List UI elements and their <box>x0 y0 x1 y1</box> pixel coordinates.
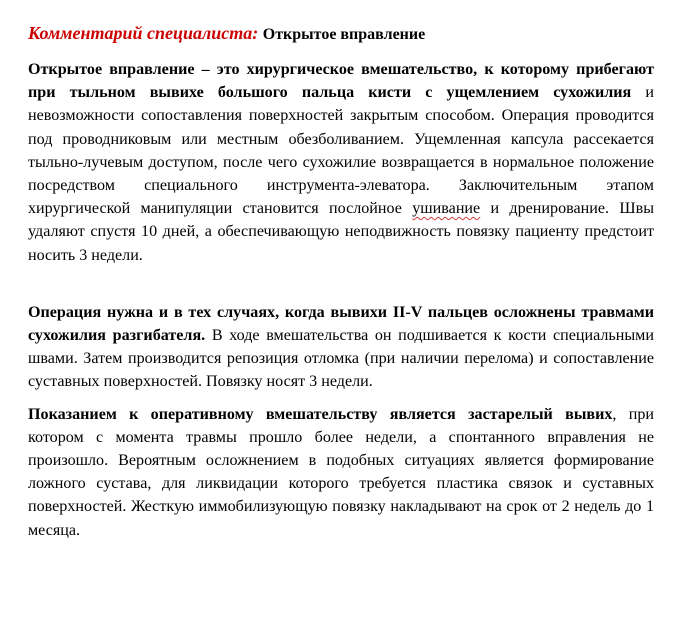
document-heading <box>28 20 654 48</box>
paragraph-spacer <box>28 394 654 403</box>
paragraph-2-text: В ходе вмешательства он подшивается к кости специальными швами. Затем производится репозиция отломка (при наличии перелома) и сопоставление суставных поверхностей. Повязку носят 3 недели. <box>28 327 654 391</box>
spellcheck-flagged-word[interactable]: ушивание <box>412 200 481 218</box>
paragraph-1-text-end: и дренирование. Швы удаляют спустя 10 дней, а обеспечивающую неподвижность повязку пациенту предстоит носить 3 недели. <box>28 200 655 264</box>
heading-topic: Открытое вправление <box>262 26 426 43</box>
paragraph-1-bold-lead: Открытое вправление – это хирургическое вмешательство, к которому прибегают при тыльном вывихе большого пальца кисти с ущемлением сухожилия <box>28 61 654 102</box>
blank-line-spacer <box>28 267 654 301</box>
paragraph-3-bold-lead: Показанием к оперативному вмешательству является застарелый вывих <box>28 405 613 423</box>
paragraph-open-reduction <box>28 58 654 267</box>
specialist-comment-label: Комментарий специалиста: <box>28 23 259 43</box>
paragraph-chronic-dislocation <box>28 403 654 542</box>
paragraph-extensor-tendon <box>28 301 654 394</box>
paragraph-1-text: и невозможности сопоставления поверхностей закрытым способом. Операция проводится под проводниковым или местным обезболиванием. Ущемленная капсула рассекается тыльно-лучевым доступом, после чего сухожилие возвращается в нормальное положение посредством специального инструмента-элеватора. Заключительным этапом хирургической манипуляции становится послойное <box>28 84 654 218</box>
paragraph-3-text: , при котором с момента травмы прошло более недели, а спонтанного вправления не произошло. Вероятным осложнением в подобных ситуациях является формирование ложного сустава, для ликвидации которого требуется пластика связок и суставных поверхностей. Жесткую иммобилизующую повязку накладывают на срок от 2 недель до 1 месяца. <box>28 405 654 539</box>
paragraph-2-bold-lead: Операция нужна и в тех случаях, когда вывихи II-V пальцев осложнены травмами сухожилия разгибателя. <box>28 303 654 345</box>
